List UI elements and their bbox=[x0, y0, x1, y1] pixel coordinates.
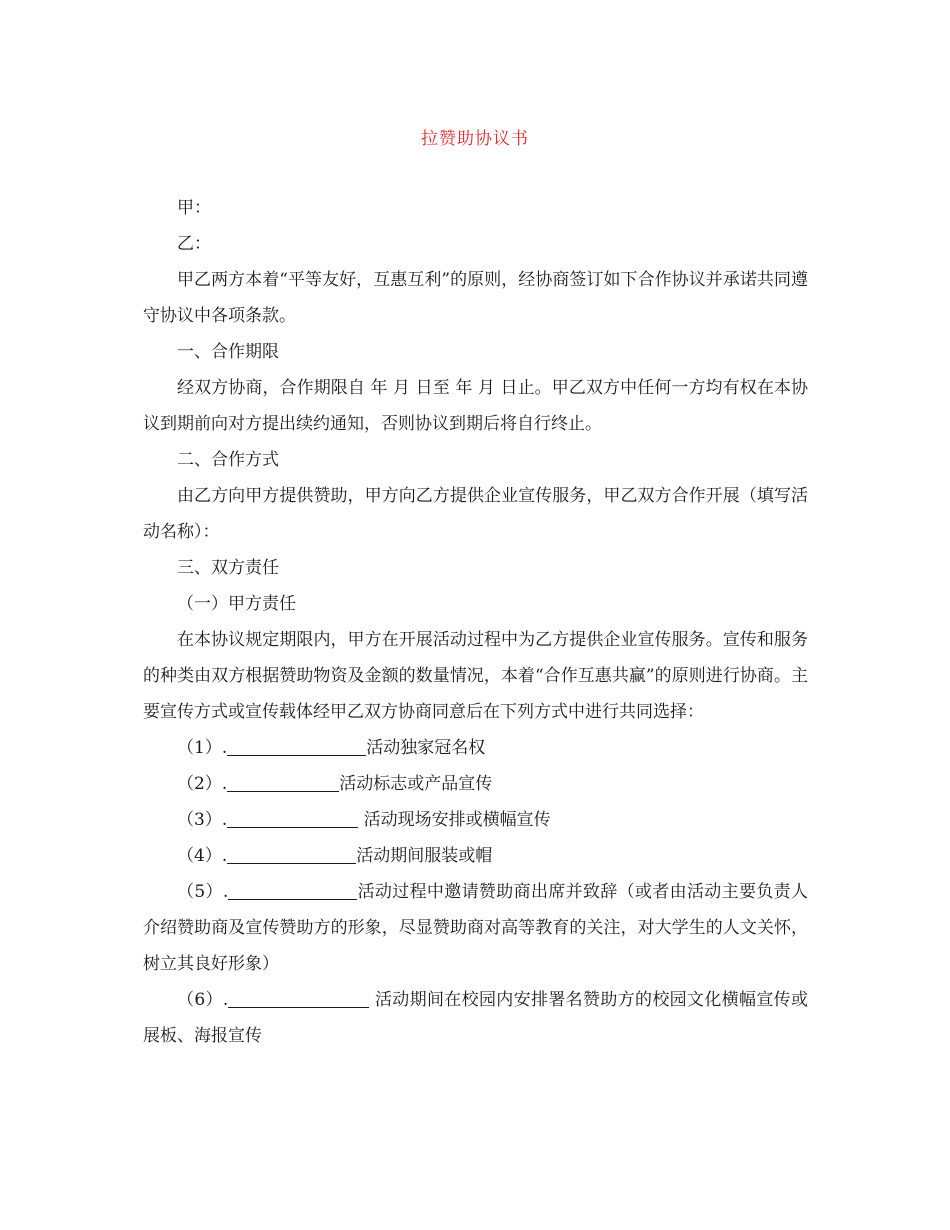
list-item bbox=[143, 982, 808, 1054]
fill-blank bbox=[227, 809, 358, 828]
section1-paragraph: 经双方协商，合作期限自 年 月 日至 年 月 日止。甲乙双方中任何一方均有权在本协议到期前向对方提出续约通知，否则协议到期后将自行终止。 bbox=[143, 378, 808, 434]
fill-blank bbox=[228, 989, 369, 1008]
list-item bbox=[143, 874, 808, 982]
item-text: 活动期间服装或帽 bbox=[356, 846, 493, 866]
item-number: （2）. bbox=[177, 774, 228, 794]
fill-blank bbox=[228, 881, 357, 900]
list-item bbox=[143, 766, 808, 802]
item-number: （6）. bbox=[177, 990, 229, 1010]
fill-blank bbox=[227, 845, 356, 864]
fill-blank bbox=[227, 773, 339, 792]
section2-heading: 二、合作方式 bbox=[177, 450, 279, 470]
section3-subheading: （一）甲方责任 bbox=[177, 594, 296, 614]
party-b-line: 乙： bbox=[177, 234, 211, 254]
document-body bbox=[143, 190, 808, 1054]
section1-heading: 一、合作期限 bbox=[177, 342, 279, 362]
list-item bbox=[143, 838, 808, 874]
party-a-line: 甲： bbox=[177, 198, 211, 218]
item-text: 活动标志或产品宣传 bbox=[339, 774, 493, 794]
item-number: （1）. bbox=[177, 738, 228, 758]
item-number: （5）. bbox=[177, 882, 229, 902]
section3-paragraph: 在本协议规定期限内，甲方在开展活动过程中为乙方提供企业宣传服务。宣传和服务的种类由双方根据赞助物资及金额的数量情况，本着“合作互惠共赢”的原则进行协商。主要宣传方式或宣传载体经甲乙双方协商同意后在下列方式中进行共同选择： bbox=[143, 630, 808, 722]
section2-paragraph: 由乙方向甲方提供赞助，甲方向乙方提供企业宣传服务，甲乙双方合作开展（填写活动名称）： bbox=[143, 486, 808, 542]
intro-paragraph: 甲乙两方本着“平等友好，互惠互利”的原则，经协商签订如下合作协议并承诺共同遵守协议中各项条款。 bbox=[143, 270, 808, 326]
item-text: 活动独家冠名权 bbox=[366, 738, 486, 758]
item-text: 活动现场安排或横幅宣传 bbox=[358, 810, 551, 830]
item-text: 活动期间在校园内安排署名赞助方的校园文化横幅宣传或展板、海报宣传 bbox=[143, 990, 808, 1046]
document-title: 拉赞助协议书 bbox=[421, 129, 529, 149]
list-item bbox=[143, 730, 808, 766]
list-item bbox=[143, 802, 808, 838]
item-number: （3）. bbox=[177, 810, 228, 830]
section3-heading: 三、双方责任 bbox=[177, 558, 279, 578]
item-text: 活动过程中邀请赞助商出席并致辞（或者由活动主要负责人介绍赞助商及宣传赞助方的形象，尽显赞助商对高等教育的关注，对大学生的人文关怀，树立其良好形象） bbox=[143, 882, 808, 974]
item-number: （4）. bbox=[177, 846, 228, 866]
fill-blank bbox=[227, 737, 366, 756]
